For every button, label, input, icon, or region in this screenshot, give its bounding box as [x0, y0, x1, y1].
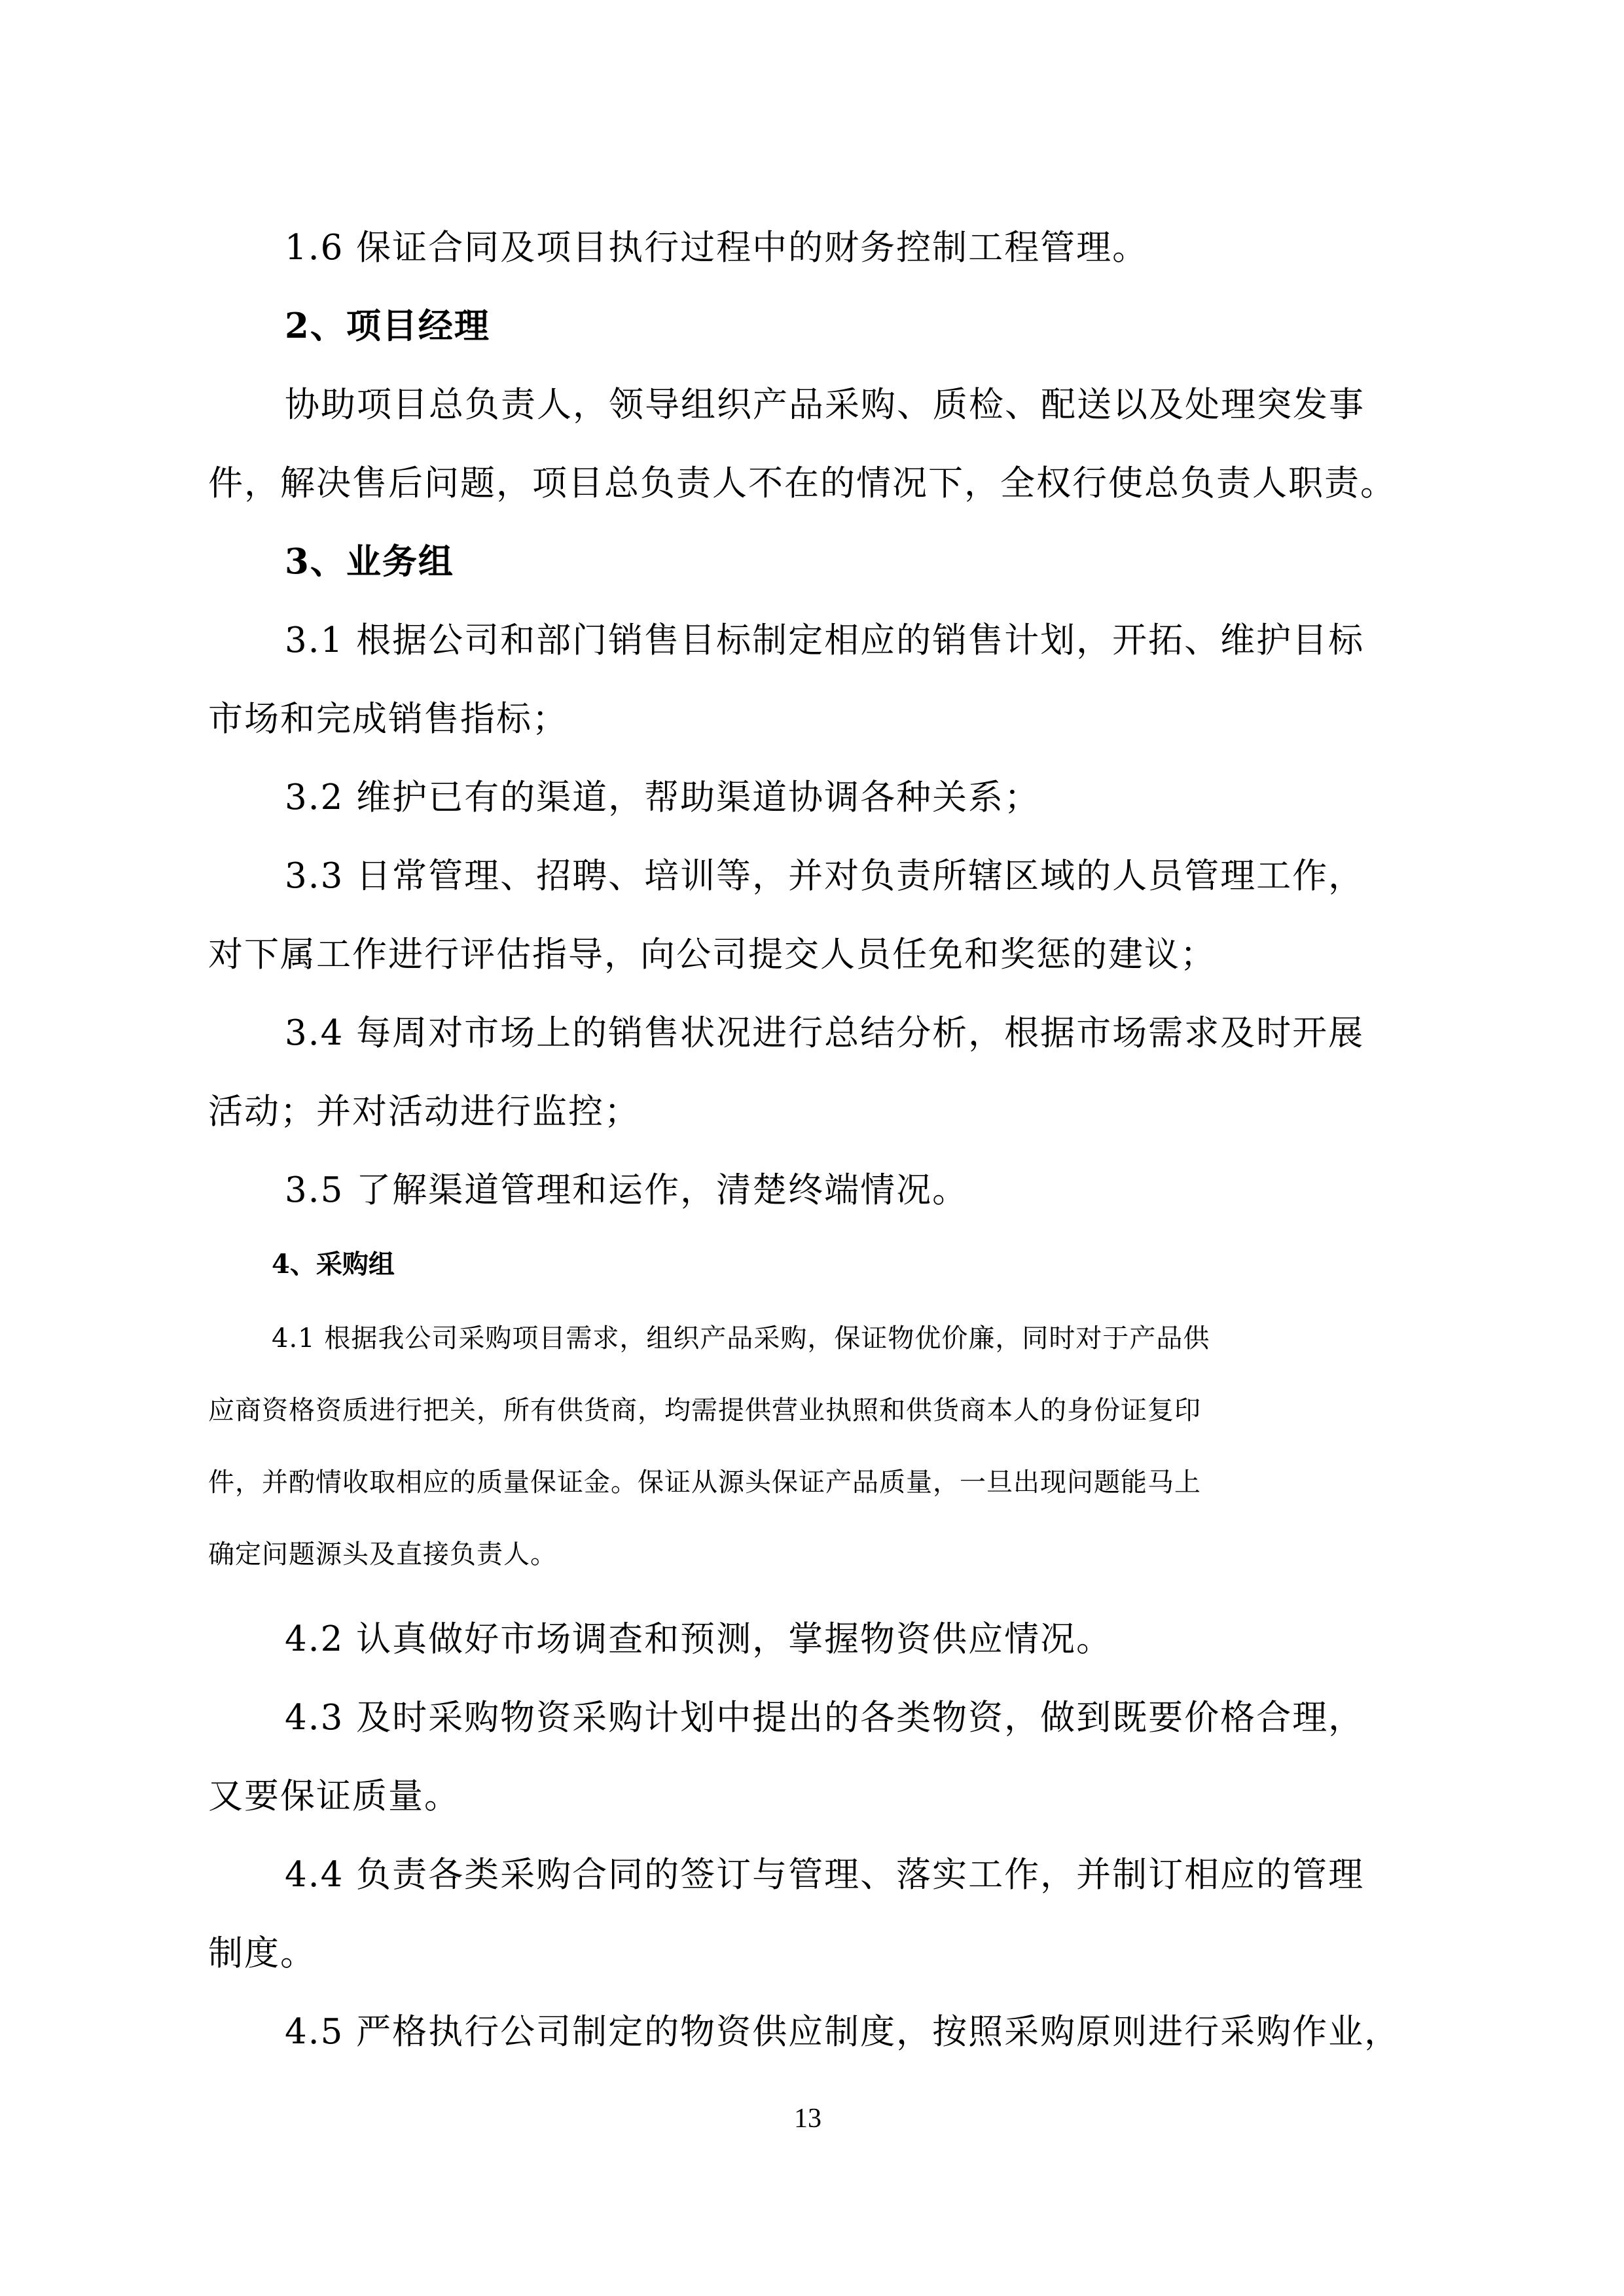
paragraph-4-4-line-2: 制度。 — [208, 1933, 316, 1973]
paragraph-3-4-line-2: 活动；并对活动进行监控； — [208, 1092, 640, 1132]
paragraph-4-5: 4.5 严格执行公司制定的物资供应制度，按照采购原则进行采购作业， — [285, 2012, 1401, 2052]
paragraph-3-4-line-1: 3.4 每周对市场上的销售状况进行总结分析，根据市场需求及时开展 — [285, 1013, 1365, 1053]
paragraph-4-3-line-1: 4.3 及时采购物资采购计划中提出的各类物资，做到既要价格合理， — [285, 1698, 1365, 1738]
paragraph-4-1-line-4: 确定问题源头及直接负责人。 — [208, 1539, 557, 1570]
paragraph-1-6: 1.6 保证合同及项目执行过程中的财务控制工程管理。 — [285, 228, 1149, 268]
paragraph-4-2: 4.2 认真做好市场调查和预测，掌握物资供应情况。 — [285, 1619, 1113, 1659]
paragraph-4-1-line-2: 应商资格资质进行把关，所有供货商，均需提供营业执照和供货商本人的身份证复印 — [208, 1395, 1201, 1426]
paragraph-3-1-line-1: 3.1 根据公司和部门销售目标制定相应的销售计划，开拓、维护目标 — [285, 620, 1365, 660]
paragraph-4-1-line-1: 4.1 根据我公司采购项目需求，组织产品采购，保证物优价廉，同时对于产品供 — [272, 1323, 1210, 1354]
paragraph-2-line-1: 协助项目总负责人，领导组织产品采购、质检、配送以及处理突发事 — [285, 385, 1365, 425]
paragraph-4-4-line-1: 4.4 负责各类采购合同的签订与管理、落实工作，并制订相应的管理 — [285, 1855, 1365, 1895]
section-heading-purchasing-group: 4、采购组 — [272, 1249, 395, 1280]
section-heading-business-group: 3、业务组 — [285, 541, 454, 582]
paragraph-3-3-line-1: 3.3 日常管理、招聘、培训等，并对负责所辖区域的人员管理工作， — [285, 856, 1365, 896]
paragraph-4-3-line-2: 又要保证质量。 — [208, 1776, 460, 1816]
section-heading-project-manager: 2、项目经理 — [285, 306, 490, 346]
paragraph-3-1-line-2: 市场和完成销售指标； — [208, 699, 568, 739]
paragraph-3-3-line-2: 对下属工作进行评估指导，向公司提交人员任免和奖惩的建议； — [208, 935, 1216, 975]
paragraph-3-2: 3.2 维护已有的渠道，帮助渠道协调各种关系； — [285, 778, 1041, 817]
page-number: 13 — [794, 2104, 821, 2134]
paragraph-2-line-2: 件，解决售后问题，项目总负责人不在的情况下，全权行使总负责人职责。 — [208, 463, 1396, 503]
paragraph-4-1-line-3: 件，并酌情收取相应的质量保证金。保证从源头保证产品质量，一旦出现问题能马上 — [208, 1467, 1201, 1498]
paragraph-3-5: 3.5 了解渠道管理和运作，清楚终端情况。 — [285, 1170, 969, 1210]
